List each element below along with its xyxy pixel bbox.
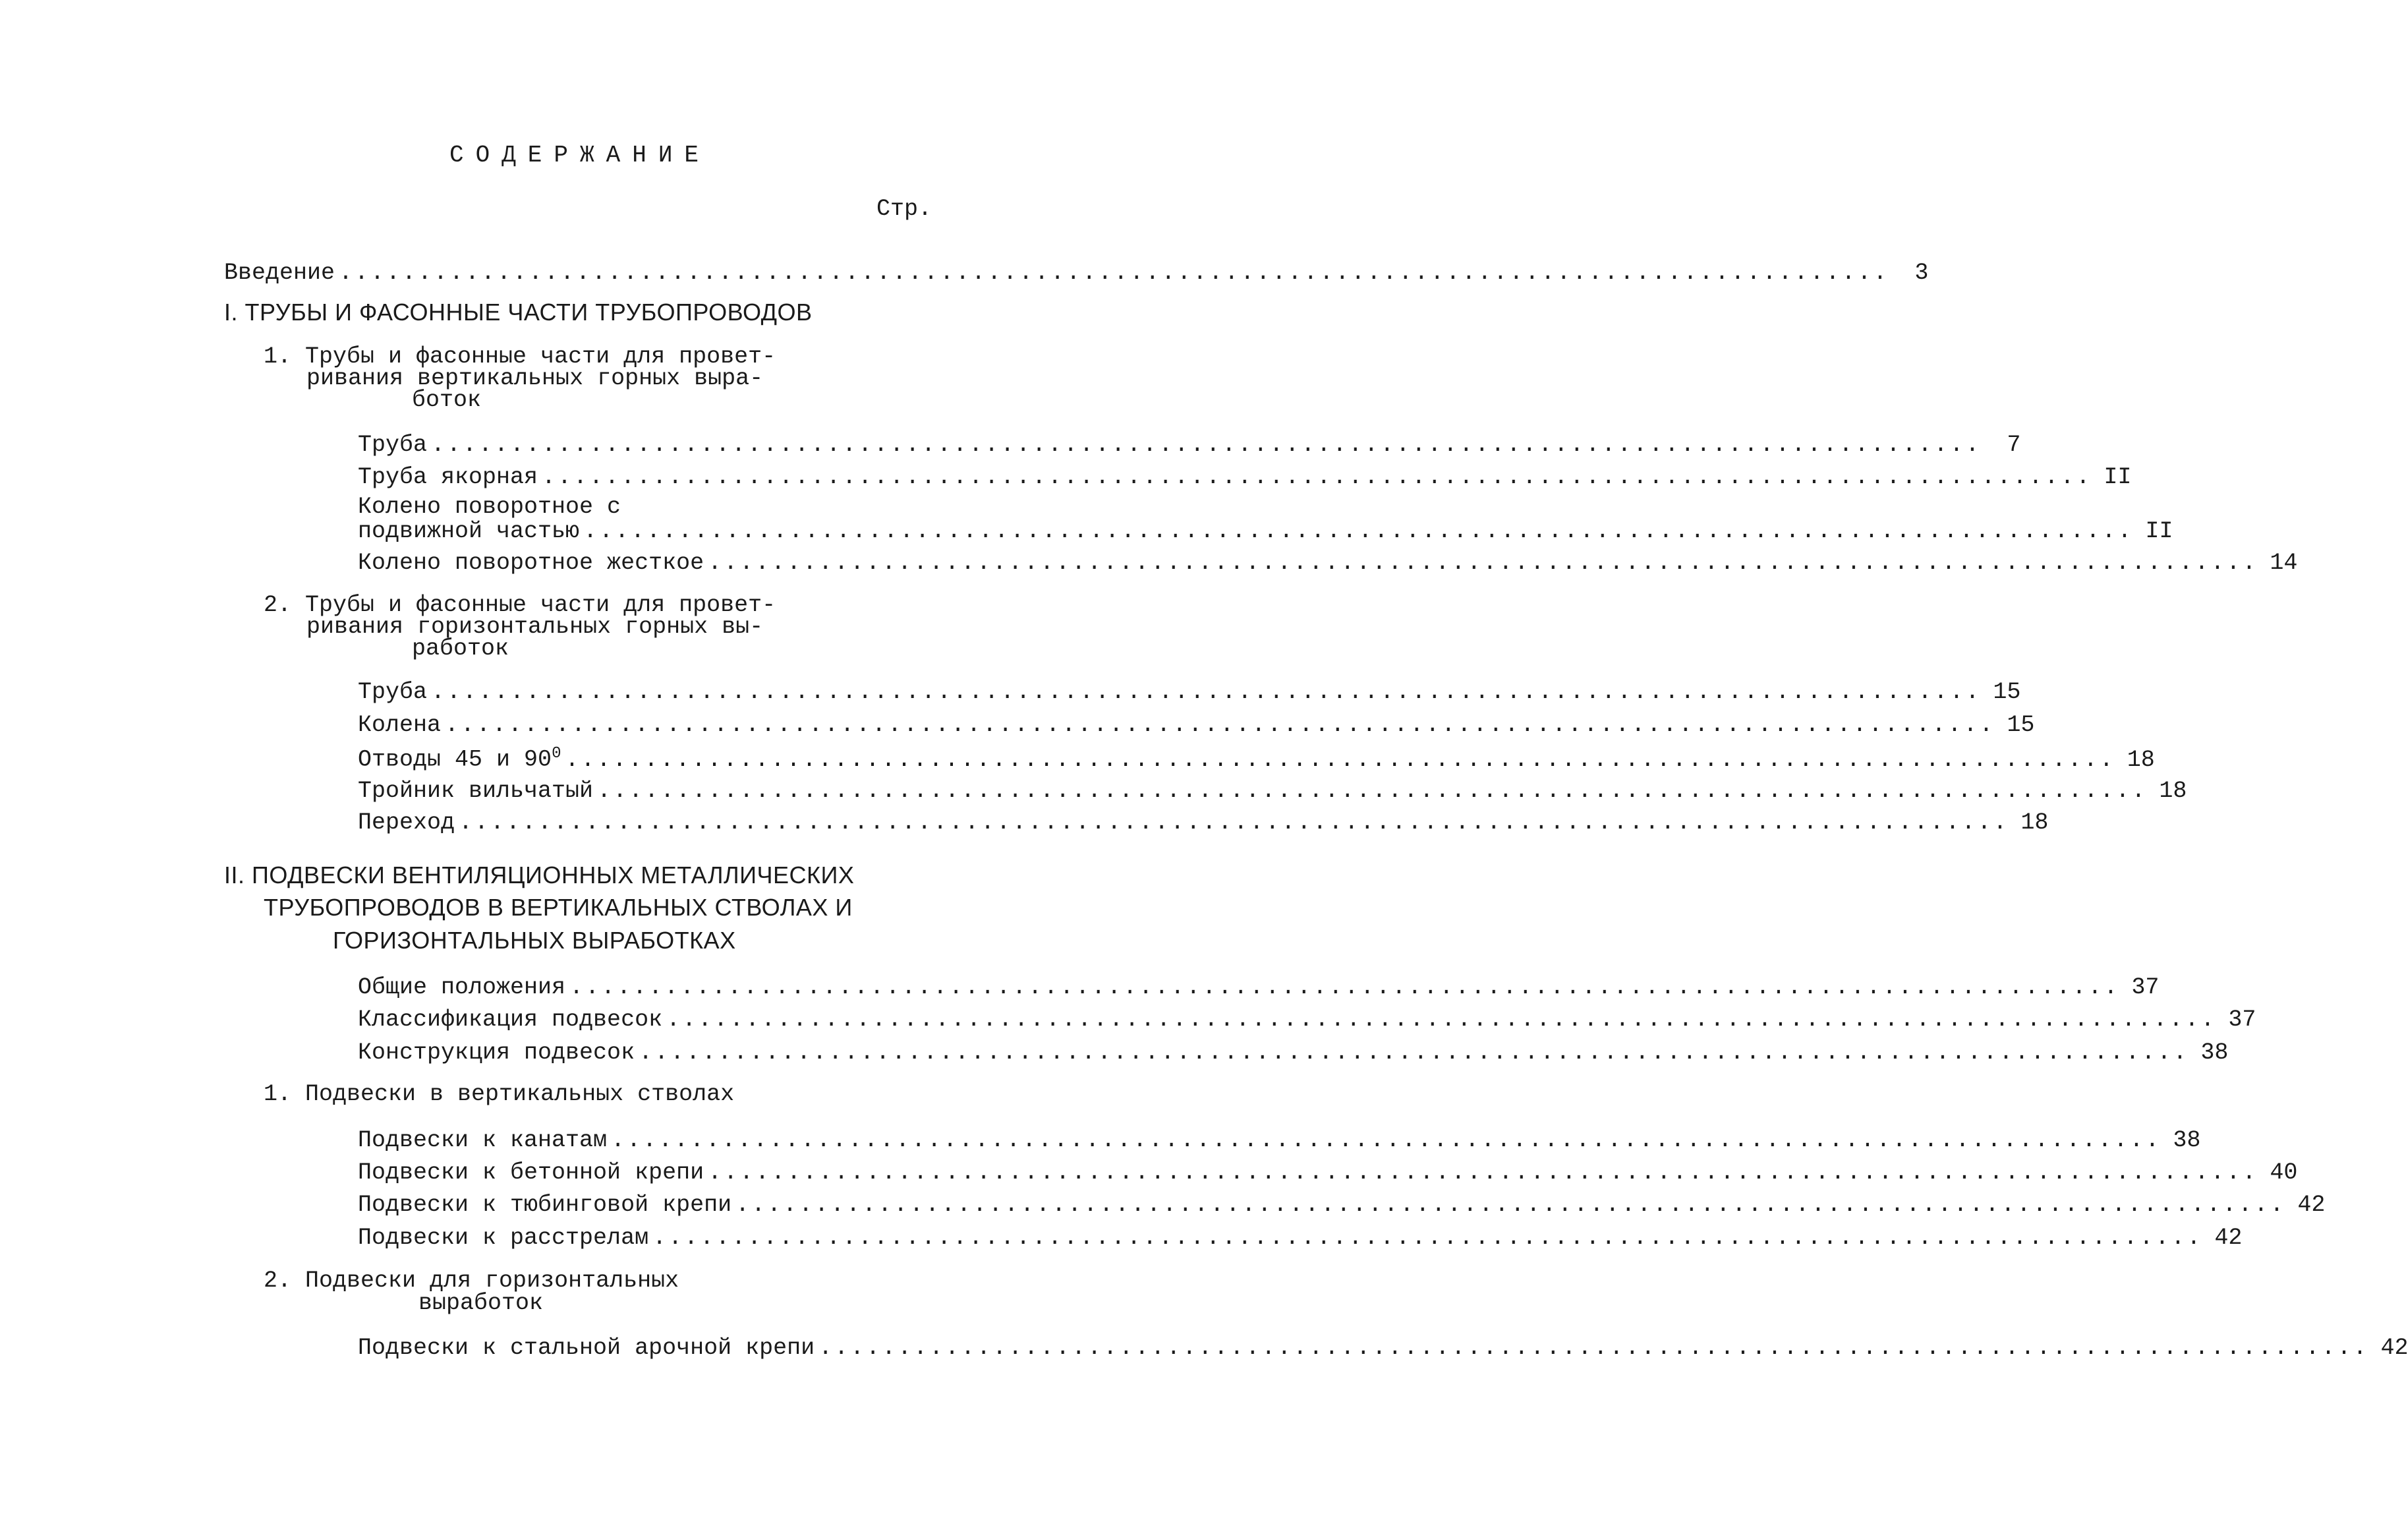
toc-entry-label: Подвески к стальной арочной крепи xyxy=(358,1335,815,1361)
leader-dots: .................................................................................................. xyxy=(639,1039,2189,1066)
toc-entry xyxy=(358,778,2187,804)
toc-entry-label: Тройник вильчатый xyxy=(358,778,594,804)
toc-entry-label: Труба якорная xyxy=(358,464,538,490)
page-column-header: Стр. xyxy=(876,196,932,222)
toc-entry xyxy=(358,1192,2326,1218)
leader-dots: .................................................................................................. xyxy=(431,432,1982,458)
toc-entry-page: 15 xyxy=(2007,712,2035,738)
leader-dots: .................................................................................................. xyxy=(666,1007,2217,1033)
toc-entry-page: II xyxy=(2145,518,2173,544)
toc-entry-page: 38 xyxy=(2200,1039,2229,1066)
toc-entry xyxy=(358,1335,2408,1361)
toc-entry-page: 14 xyxy=(2270,550,2298,576)
leader-dots: .................................................................................................. xyxy=(652,1225,2203,1251)
leader-dots: .................................................................................................. xyxy=(611,1127,2162,1153)
toc-entry-label: Классификация подвесок xyxy=(358,1007,663,1033)
toc-entry-label: Труба xyxy=(358,432,428,458)
toc-entry-page: 3 xyxy=(1914,260,1929,286)
toc-entry-page: 37 xyxy=(2131,974,2160,1001)
subsection-1-2-line2: ривания горизонтальных горных вы- xyxy=(306,614,764,640)
toc-entry xyxy=(358,432,2021,458)
leader-dots: .................................................................................................. xyxy=(583,518,2134,544)
toc-entry xyxy=(358,1007,2256,1033)
toc-entry xyxy=(358,809,2049,836)
toc-entry xyxy=(358,1039,2229,1066)
toc-entry-label: Колено поворотное с xyxy=(358,494,621,520)
leader-dots: .................................................................................................. xyxy=(708,1159,2258,1186)
toc-entry-label: Колена xyxy=(358,712,442,738)
subsection-1-1-line2: ривания вертикальных горных выра- xyxy=(306,365,764,392)
leader-dots: .................................................................................................. xyxy=(708,550,2258,576)
leader-dots: .................................................................................................. xyxy=(597,778,2148,804)
toc-entry-page: 37 xyxy=(2228,1007,2256,1033)
section-2-heading-line3: ГОРИЗОНТАЛЬНЫХ ВЫРАБОТКАХ xyxy=(333,927,736,954)
subsection-1-2-line3: работок xyxy=(412,635,509,662)
leader-dots: .................................................................................................. xyxy=(445,712,1995,738)
toc-entry-label: Подвески к расстрелам xyxy=(358,1225,649,1251)
toc-entry xyxy=(358,974,2160,1001)
section-2-heading-line1: II. ПОДВЕСКИ ВЕНТИЛЯЦИОННЫХ МЕТАЛЛИЧЕСКИХ xyxy=(224,861,855,889)
toc-entry-label: Подвески к бетонной крепи xyxy=(358,1159,704,1186)
toc-entry-page: 42 xyxy=(2297,1192,2326,1218)
leader-dots: .................................................................................................. xyxy=(818,1335,2369,1361)
toc-entry-page: 15 xyxy=(1993,679,2021,705)
toc-entry-page: 18 xyxy=(2159,778,2187,804)
toc-entry xyxy=(358,1159,2298,1186)
toc-entry-label: Подвески к тюбинговой крепи xyxy=(358,1192,732,1218)
toc-entry-intro xyxy=(224,260,1929,286)
section-1-heading: I. ТРУБЫ И ФАСОННЫЕ ЧАСТИ ТРУБОПРОВОДОВ xyxy=(224,299,813,326)
subsection-2-2-line2: выработок xyxy=(418,1290,544,1316)
toc-entry-label: Конструкция подвесок xyxy=(358,1039,635,1066)
toc-entry-page: 40 xyxy=(2270,1159,2298,1186)
toc-entry-label: Колено поворотное жесткое xyxy=(358,550,704,576)
degree-superscript: 0 xyxy=(552,745,561,763)
toc-entry xyxy=(358,518,2173,544)
toc-entry xyxy=(358,679,2021,705)
subsection-1-1-line3: боток xyxy=(412,387,482,413)
subsection-2-2-line1: 2. Подвески для горизонтальных xyxy=(264,1268,679,1294)
toc-entry xyxy=(358,550,2298,576)
leader-dots: .................................................................................................. xyxy=(339,260,1889,286)
subsection-2-1-heading: 1. Подвески в вертикальных стволах xyxy=(264,1081,735,1107)
leader-dots: .................................................................................................. xyxy=(459,809,2009,836)
toc-entry xyxy=(358,712,2035,738)
toc-entry-label-text: Отводы 45 и 90 xyxy=(358,746,552,773)
subsection-1-2-line1: 2. Трубы и фасонные части для провет- xyxy=(264,592,776,618)
toc-entry-label: Общие положения xyxy=(358,974,566,1001)
section-2-heading-line2: ТРУБОПРОВОДОВ В ВЕРТИКАЛЬНЫХ СТВОЛАХ И xyxy=(264,894,853,921)
toc-entry xyxy=(358,1225,2243,1251)
page-title: СОДЕРЖАНИЕ xyxy=(449,142,711,169)
leader-dots: .................................................................................................. xyxy=(431,679,1982,705)
leader-dots: .................................................................................................. xyxy=(735,1192,2286,1218)
leader-dots: .................................................................................................. xyxy=(569,974,2120,1001)
toc-entry-label: подвижной частью xyxy=(358,518,580,544)
leader-dots: .................................................................................................. xyxy=(542,464,2092,490)
toc-entry xyxy=(358,1127,2201,1153)
toc-entry-page: II xyxy=(2104,464,2132,490)
toc-entry-page: 42 xyxy=(2214,1225,2243,1251)
toc-entry-page: 18 xyxy=(2127,746,2155,773)
toc-entry-label: Подвески к канатам xyxy=(358,1127,608,1153)
subsection-1-1-line1: 1. Трубы и фасонные части для провет- xyxy=(264,343,776,370)
toc-entry-label xyxy=(358,745,561,773)
toc-entry-page: 42 xyxy=(2380,1335,2408,1361)
toc-entry xyxy=(358,464,2132,490)
toc-entry-label: Труба xyxy=(358,679,428,705)
leader-dots: .................................................................................................. xyxy=(565,746,2115,773)
toc-entry-page: 38 xyxy=(2173,1127,2201,1153)
toc-entry-label: Введение xyxy=(224,260,335,286)
toc-entry-page: 7 xyxy=(2007,432,2021,458)
toc-entry-page: 18 xyxy=(2021,809,2049,836)
toc-entry xyxy=(358,745,2155,773)
toc-entry-label: Переход xyxy=(358,809,455,836)
